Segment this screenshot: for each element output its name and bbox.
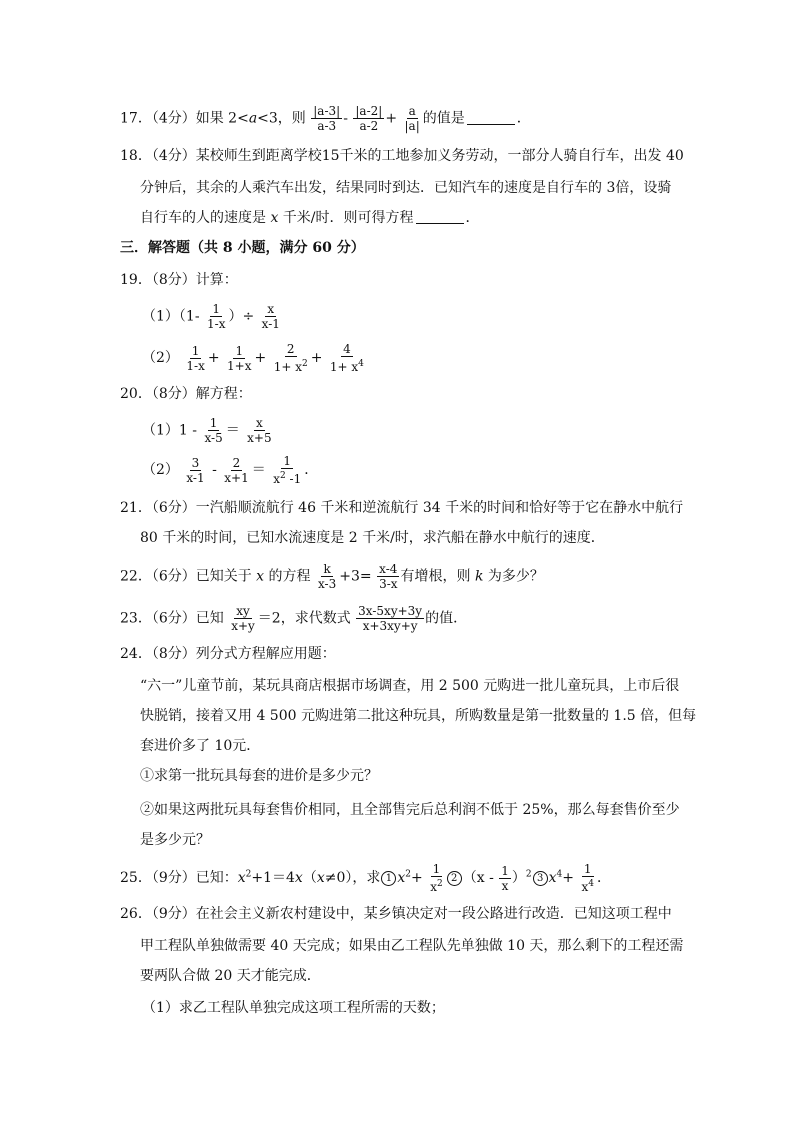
answer-blank[interactable] [416,209,464,224]
fraction: $\frac{3x-5xy+3y}{x+3xy+y}$ [358,604,423,633]
problem-26-question-1: （1）求乙工程队单独完成这项工程所需的天数； [142,1000,445,1016]
problem-20-part-1: （1）1 - $\frac{1}{x-5}$ ＝ $\frac{x}{x+5}$ [142,416,272,445]
fraction: $\frac{1}{x^4}$ [581,862,594,894]
problem-24-question-2: ②如果这两批玩具每套售价相同，且全部售完后总利润不低于 25%，那么每套售价至少 [140,802,680,818]
answer-blank[interactable] [467,110,515,125]
fraction: $\frac{x-4}{3-x}$ [379,562,398,591]
problem-19-part-2: （2） $\frac{1}{1-x}$ + $\frac{1}{1+x}$ + $\frac{2}{1+ x^2}$ + $\frac{4}{1+ x^4}$ [142,342,364,374]
problem-24-line-2: 快脱销，接着又用 4 500 元购进第二批这种玩具，所购数量是第一批数量的 1.5 倍，但每 [140,708,697,724]
problem-24-question-1: ①求第一批玩具每套的进价是多少元？ [140,768,378,784]
fraction: $\frac{x}{x+5}$ [247,416,272,445]
problem-23: 23．（6分）已知 $\frac{xy}{x+y}$ ＝2，求代数式 $\frac{3x-5xy+3y}{x+3xy+y}$ 的值． [120,604,468,633]
problem-21-line-2: 80 千米的时间，已知水流速度是 2 千米/时，求汽船在静水中航行的速度． [140,530,605,546]
fraction: $\frac{3}{x-1}$ [186,455,205,485]
circled-number: 1 [381,871,396,886]
problem-19-part-1: （1）（1- $\frac{1}{1-x}$ ）÷ $\frac{x}{x-1}$ [142,302,280,331]
fraction: $\frac{1}{1+x}$ [227,343,252,373]
problem-18-line-1: 18．（4分）某校师生到距离学校15千米的工地参加义务劳动，一部分人骑自行车，出发 40 [120,148,684,164]
problem-20-part-2: （2） $\frac{3}{x-1}$ - $\frac{2}{x+1}$ ＝ $\frac{1}{x^2 -1}$ ． [142,454,319,486]
problem-24-line-3: 套进价多了 10元． [140,738,261,754]
problem-26-line-1: 26．（9分）在社会主义新农村建设中，某乡镇决定对一段公路进行改造．已知这项工程中 [120,906,672,922]
fraction: $\frac{1}{x}$ [501,863,509,893]
problem-24-line-1: “六一”儿童节前，某玩具商店根据市场调查，用 2 500 元购进一批儿童玩具，上市后很 [140,678,680,694]
circled-number: 3 [533,871,548,886]
problem-19-head: 19．（8分）计算： [120,272,238,288]
problem-21-line-1: 21．（6分）一汽船顺流航行 46 千米和逆流航行 34 千米的时间和恰好等于它在静水中航行 [120,500,684,516]
fraction: $\frac{|a-2|}{a-2}$ [355,104,383,133]
fraction: $\frac{k}{x-3}$ [317,562,337,591]
problem-17: 17．（4分）如果 2<a<3，则 $\frac{|a-3|}{a-3}$ - $\frac{|a-2|}{a-2}$ + $\frac{a}{|a|}$ 的值是 ． [120,104,531,133]
problem-20-head: 20．（8分）解方程： [120,386,252,402]
fraction: $\frac{4}{1+ x^4}$ [329,342,364,374]
fraction: $\frac{xy}{x+y}$ [231,604,255,633]
fraction: $\frac{2}{1+ x^2}$ [273,342,308,374]
fraction: $\frac{1}{1-x}$ [207,302,226,331]
fraction: $\frac{1}{x^2 -1}$ [273,454,302,486]
fraction: $\frac{1}{1-x}$ [186,343,205,373]
fraction: $\frac{|a-3|}{a-3}$ [313,104,341,133]
fraction: $\frac{x}{x-1}$ [261,302,280,331]
problem-18-line-2: 分钟后，其余的人乘汽车出发，结果同时到达．已知汽车的速度是自行车的 3倍，设骑 [140,180,672,196]
fraction: $\frac{1}{x-5}$ [204,416,223,445]
problem-18-line-3: 自行车的人的速度是 x 千米/时．则可得方程 ． [140,210,480,226]
problem-25: 25．（9分）已知：$x^2+1=4x(x\ne 0)$，求 1 $x^2+$ $\frac{1}{x^2}$ 2 （x - $\frac{1}{x}$ ）$^2$ 3 $x^4+$ $\frac{1}{x^4}$ ． [120,862,611,894]
fraction: $\frac{a}{|a|}$ [404,104,420,133]
problem-24-head: 24．（8分）列分式方程解应用题： [120,646,336,662]
fraction: $\frac{2}{x+1}$ [224,455,249,485]
problem-24-question-2-cont: 是多少元？ [140,832,210,848]
problem-26-line-3: 要两队合做 20 天才能完成． [140,968,321,984]
section-heading: 三．解答题（共 8 小题，满分 60 分） [120,240,365,256]
circled-number: 2 [447,871,462,886]
problem-26-line-2: 甲工程队单独做需要 40 天完成；如果由乙工程队先单独做 10 天，那么剩下的工程还需 [140,938,684,954]
fraction: $\frac{1}{x^2}$ [430,862,443,894]
problem-22: 22．（6分）已知关于 x 的方程 $\frac{k}{x-3}$ +3= $\frac{x-4}{3-x}$ 有增根，则 k 为多少？ [120,562,544,591]
